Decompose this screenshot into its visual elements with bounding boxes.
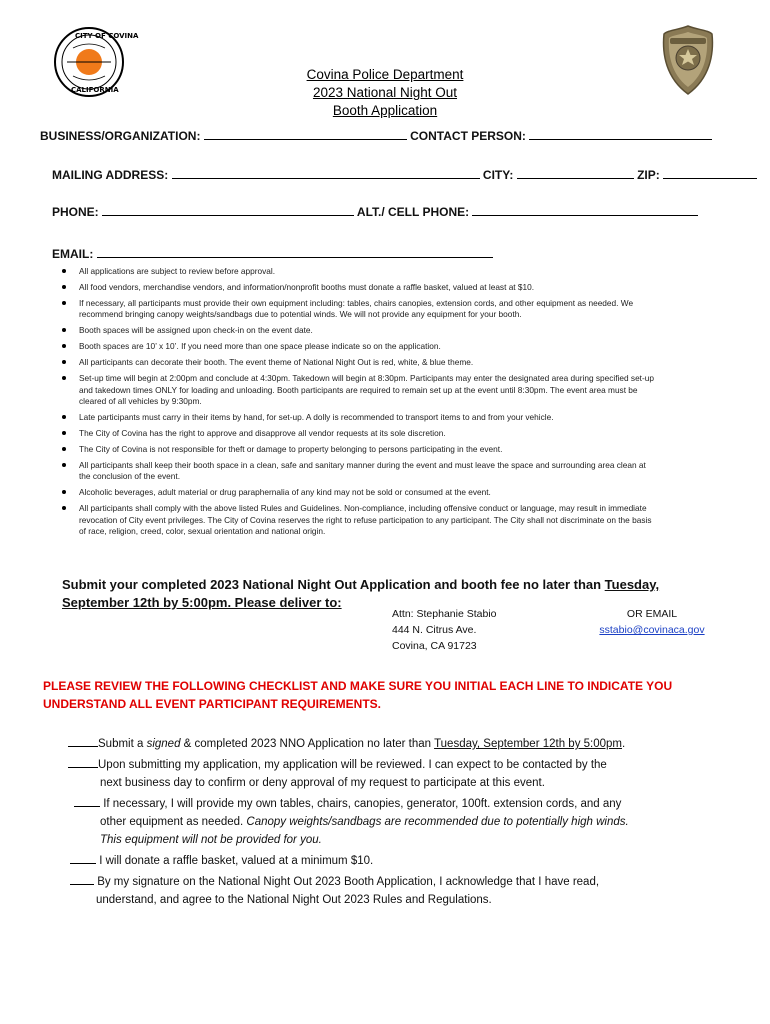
submit-text: Submit your completed 2023 National Night Out Application and booth fee no later than (62, 577, 605, 592)
item3-line2b: Canopy weights/sandbags are recommended due to potentially high winds. (246, 816, 629, 828)
submit-deadline: Tuesday, September 12th by 5:00pm. Please deliver to: (62, 577, 660, 610)
contact-label: CONTACT PERSON: (410, 129, 526, 143)
or-email-label: OR EMAIL (626, 608, 678, 620)
checklist-item-5 (70, 872, 708, 909)
rule-item: The City of Covina is not responsible for theft or damage to property belonging to persons participating in the event. (56, 444, 656, 456)
item3-line1: If necessary, I will provide my own tables, chairs, canopies, generator, 100ft. extension cords, and any (100, 798, 622, 810)
street-line: 444 N. Citrus Ave. (392, 624, 477, 636)
zip-label: ZIP: (637, 168, 660, 182)
checklist-item-4 (70, 851, 708, 870)
page-title-line3: Booth Application (332, 103, 438, 118)
phone-row (52, 204, 698, 219)
initial-blank-3[interactable] (74, 794, 100, 807)
mailing-label: MAILING ADDRESS: (52, 168, 169, 182)
business-input-line[interactable] (204, 128, 407, 140)
initial-blank-5[interactable] (70, 872, 94, 885)
rule-item: If necessary, all participants must provide their own equipment including: tables, chairs canopies, extension cords, and other equipment as needed. We recommend bringing canopy weights/sandbags due to potential winds. We will not provide any equipment for your booth. (56, 298, 656, 321)
initial-blank-2[interactable] (68, 755, 98, 768)
rule-item: All applications are subject to review before approval. (56, 266, 656, 278)
city-input-line[interactable] (517, 167, 634, 179)
mailing-input-line[interactable] (172, 167, 480, 179)
item1-text: Submit a (98, 738, 147, 750)
rule-item: Booth spaces will be assigned upon check-in on the event date. (56, 325, 656, 337)
svg-text:CITY OF COVINA: CITY OF COVINA (75, 32, 139, 40)
checklist-heading: PLEASE REVIEW THE FOLLOWING CHECKLIST AND MAKE SURE YOU INITIAL EACH LINE TO INDICATE YOU UNDERSTAND ALL EVENT PARTICIPANT REQUIREMENTS. (43, 679, 673, 711)
rule-item: Late participants must carry in their items by hand, for set-up. A dolly is recommended to transport items to and from your vehicle. (56, 412, 656, 424)
item4-text: I will donate a raffle basket, valued at a minimum $10. (96, 855, 374, 867)
item2-line1: Upon submitting my application, my application will be reviewed. I can expect to be contacted by the (98, 759, 607, 771)
item5-line1: By my signature on the National Night Out 2023 Booth Application, I acknowledge that I have read, (94, 876, 600, 888)
initial-blank-4[interactable] (70, 851, 96, 864)
phone-input-line[interactable] (102, 204, 354, 216)
alt-phone-input-line[interactable] (472, 204, 698, 216)
contact-input-line[interactable] (529, 128, 712, 140)
checklist-item-2 (68, 755, 708, 792)
checklist-item-1 (68, 734, 708, 753)
initial-blank-1[interactable] (68, 734, 98, 747)
rule-item: Booth spaces are 10’ x 10’. If you need more than one space please indicate so on the application. (56, 341, 656, 353)
rule-item: All food vendors, merchandise vendors, and information/nonprofit booths must donate a raffle basket, valued at least at $10. (56, 282, 656, 294)
rule-item: Alcoholic beverages, adult material or drug paraphernalia of any kind may not be sold or consumed at the event. (56, 487, 656, 499)
rule-item: All participants shall comply with the above listed Rules and Guidelines. Non-compliance, including offensive conduct or language, may result in immediate revocation of City event privileges. The City of Covina reserves the right to refuse participation to any participant. The City shall not discriminate on the basis of race, religion, creed, color, sexual orientation and national origin. (56, 503, 656, 538)
item1-date: Tuesday, September 12th by 5:00pm (434, 738, 623, 750)
page-title-line1: Covina Police Department (306, 67, 464, 82)
svg-text:CALIFORNIA: CALIFORNIA (71, 86, 119, 94)
item3-line3: This equipment will not be provided for you. (100, 834, 322, 846)
alt-phone-label: ALT./ CELL PHONE: (356, 205, 470, 219)
item3-line2a: other equipment as needed. (100, 816, 247, 828)
mailing-address-block (392, 606, 497, 654)
city-label: CITY: (482, 168, 514, 182)
rule-item: All participants shall keep their booth space in a clean, safe and sanitary manner during the event and must leave the space and surrounding area clean at the conclusion of the event. (56, 460, 656, 483)
email-row (52, 246, 493, 261)
attn-line: Attn: Stephanie Stabio (392, 608, 497, 620)
business-label: BUSINESS/ORGANIZATION: (40, 129, 201, 143)
item1-signed: signed (146, 738, 181, 750)
page-title-line2: 2023 National Night Out (312, 85, 458, 100)
phone-label: PHONE: (52, 205, 99, 219)
rules-list (56, 266, 656, 542)
item5-line2: understand, and agree to the National Night Out 2023 Rules and Regulations. (96, 894, 492, 906)
rule-item: Set-up time will begin at 2:00pm and conclude at 4:30pm. Takedown will begin at 8:30pm. Participants may enter the designated area during specified set-up and takedown times ONLY for loading and unloading. Booth participants are required to remain set up at the event until 8:30pm. The event area must be cleared of all vehicles by 9:30pm. (56, 373, 656, 408)
checklist (68, 734, 708, 911)
city-state-line: Covina, CA 91723 (392, 640, 477, 652)
rule-item: The City of Covina has the right to approve and disapprove all vendor requests at its sole discretion. (56, 428, 656, 440)
email-input-line[interactable] (97, 246, 493, 258)
rule-item: All participants can decorate their booth. The event theme of National Night Out is red, white, & blue theme. (56, 357, 656, 369)
checklist-item-3 (74, 794, 708, 849)
zip-input-line[interactable] (663, 167, 757, 179)
mailing-row (52, 167, 757, 182)
business-row (40, 128, 712, 143)
item1-text-b: & completed 2023 NNO Application no later than (180, 738, 435, 750)
email-block (592, 606, 712, 638)
email-label: EMAIL: (52, 247, 94, 261)
item2-line2: next business day to confirm or deny approval of my request to participate at this event. (100, 777, 545, 789)
email-link[interactable]: sstabio@covinaca.gov (599, 624, 705, 636)
item1-end: . (622, 738, 626, 750)
